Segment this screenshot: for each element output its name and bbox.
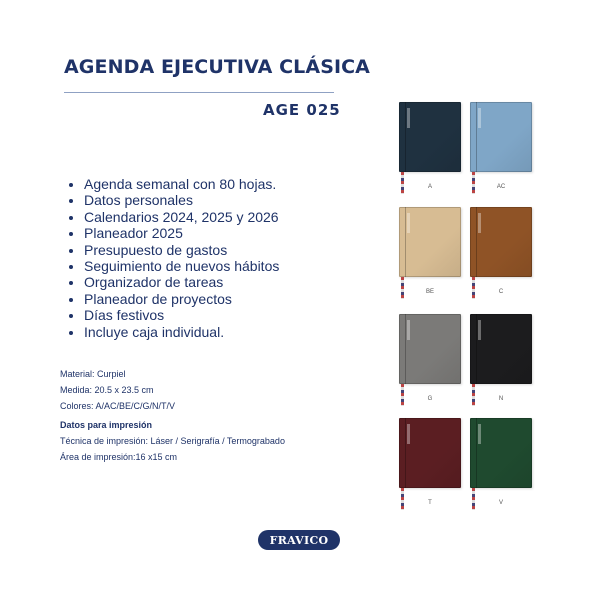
swatch-label: G — [427, 396, 433, 402]
swatch-label: C — [498, 289, 504, 295]
feature-list — [66, 176, 279, 340]
spec-size: Medida: 20.5 x 23.5 cm — [60, 384, 154, 395]
product-code: AGE 025 — [263, 101, 341, 119]
swatch-a — [399, 102, 461, 206]
agenda-image — [470, 102, 532, 172]
feature-item: Días festivos — [66, 307, 279, 323]
swatch-g — [399, 314, 461, 418]
feature-item: Planeador de proyectos — [66, 291, 279, 307]
feature-item: Incluye caja individual. — [66, 324, 279, 340]
agenda-image — [470, 207, 532, 277]
swatch-label: AC — [496, 184, 506, 190]
feature-item: Agenda semanal con 80 hojas. — [66, 176, 279, 192]
agenda-image — [399, 207, 461, 277]
title-divider — [64, 92, 334, 93]
spec-print-technique: Técnica de impresión: Láser / Serigrafía / Termograbado — [60, 436, 285, 447]
feature-item: Organizador de tareas — [66, 274, 279, 290]
ribbon-marker — [472, 488, 475, 510]
agenda-image — [399, 314, 461, 384]
swatch-ac — [470, 102, 532, 206]
swatch-label: A — [427, 184, 432, 190]
swatch-label: T — [428, 500, 432, 506]
feature-item: Datos personales — [66, 192, 279, 208]
swatch-c — [470, 207, 532, 311]
ribbon-marker — [472, 172, 475, 194]
ribbon-marker — [401, 277, 404, 299]
fravico-logo: FRAVICO — [258, 530, 340, 550]
print-data-heading: Datos para impresión — [60, 420, 153, 431]
specifications — [60, 367, 285, 466]
swatch-n — [470, 314, 532, 418]
feature-item: Seguimiento de nuevos hábitos — [66, 258, 279, 274]
swatch-be — [399, 207, 461, 311]
page-title: AGENDA EJECUTIVA CLÁSICA — [64, 56, 370, 78]
ribbon-marker — [472, 277, 475, 299]
swatch-v — [470, 418, 532, 522]
spec-colors: Colores: A/AC/BE/C/G/N/T/V — [60, 400, 176, 411]
swatch-label: V — [498, 500, 503, 506]
ribbon-marker — [472, 384, 475, 406]
ribbon-marker — [401, 172, 404, 194]
agenda-image — [470, 418, 532, 488]
feature-item: Calendarios 2024, 2025 y 2026 — [66, 209, 279, 225]
ribbon-marker — [401, 384, 404, 406]
spec-print-area: Área de impresión:16 x15 cm — [60, 451, 178, 462]
swatch-label: BE — [425, 289, 434, 295]
spec-material: Material: Curpiel — [60, 369, 126, 379]
swatch-label: N — [498, 396, 504, 402]
agenda-image — [399, 102, 461, 172]
feature-item: Planeador 2025 — [66, 225, 279, 241]
ribbon-marker — [401, 488, 404, 510]
swatch-t — [399, 418, 461, 522]
feature-item: Presupuesto de gastos — [66, 242, 279, 258]
agenda-image — [470, 314, 532, 384]
agenda-image — [399, 418, 461, 488]
